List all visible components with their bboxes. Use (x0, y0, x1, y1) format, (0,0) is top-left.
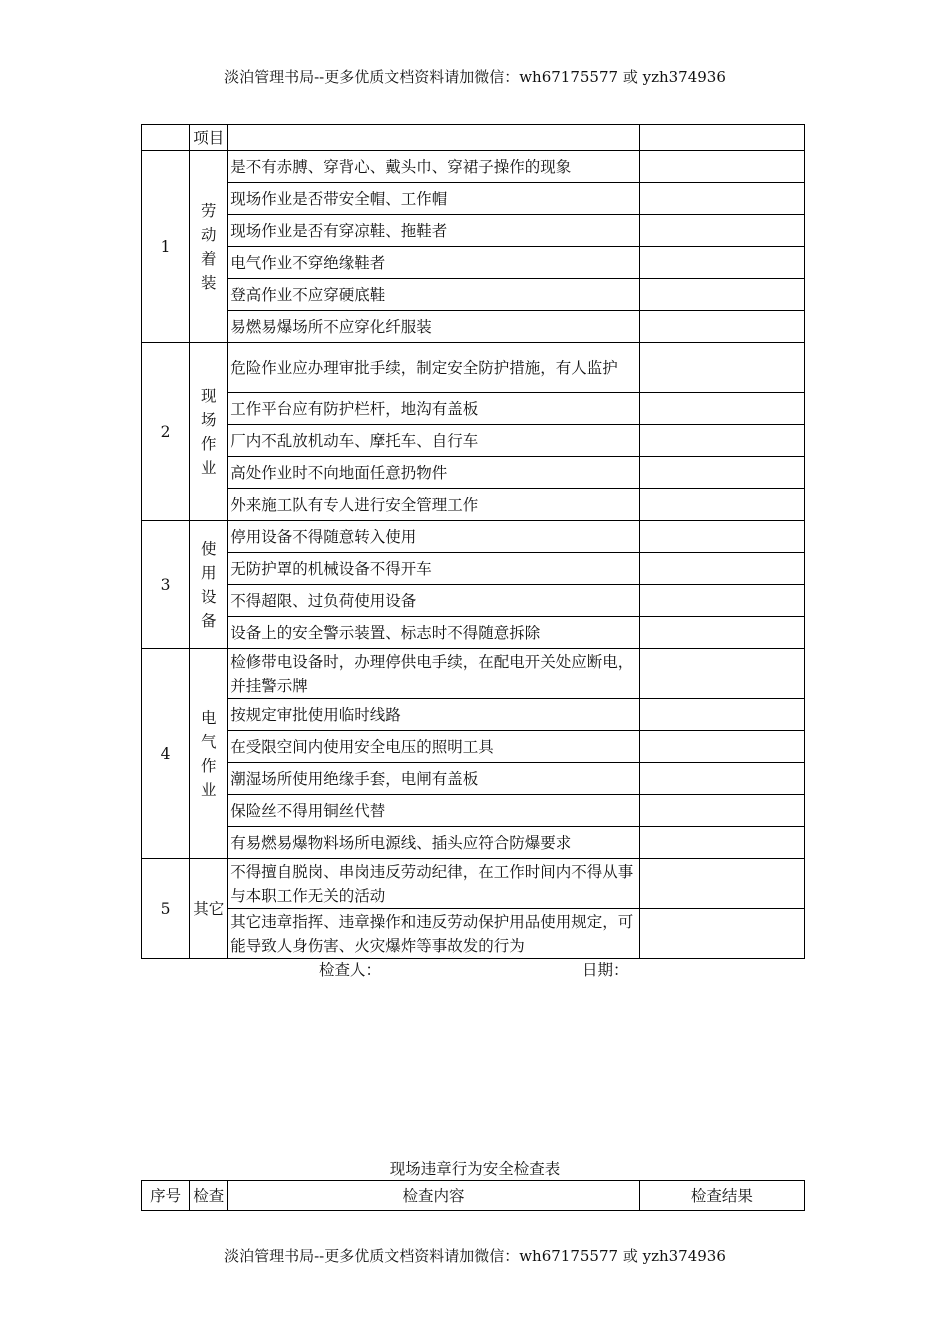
check-result-cell (639, 151, 804, 183)
check-item-content: 电气作业不穿绝缘鞋者 (228, 247, 640, 279)
group-category-label: 其它 (193, 899, 225, 918)
table-row (142, 731, 805, 763)
check-item-content: 厂内不乱放机动车、摩托车、自行车 (228, 425, 640, 457)
col-seq-header: 序号 (142, 1181, 190, 1211)
group-category-label: 使用设备 (200, 539, 217, 630)
group-category-label: 劳动着装 (200, 201, 217, 292)
table-row (142, 909, 805, 959)
check-item-content: 保险丝不得用铜丝代替 (228, 795, 640, 827)
check-item-content: 现场作业是否带安全帽、工作帽 (228, 183, 640, 215)
table-row (142, 425, 805, 457)
check-result-cell (639, 457, 804, 489)
col-content-header: 检查内容 (228, 1181, 640, 1211)
check-result-cell (639, 311, 804, 343)
check-item-content: 易燃易爆场所不应穿化纤服装 (228, 311, 640, 343)
page-footer-watermark: 淡泊管理书局--更多优质文档资料请加微信：wh67175577 或 yzh374936 (224, 1247, 726, 1265)
check-result-cell (639, 183, 804, 215)
check-item-content: 危险作业应办理审批手续，制定安全防护措施，有人监护 (228, 343, 640, 393)
group-category-cell (190, 649, 228, 859)
group-seq-cell: 1 (142, 151, 190, 343)
check-item-content: 在受限空间内使用安全电压的照明工具 (228, 731, 640, 763)
group-seq-cell: 5 (142, 859, 190, 959)
table-row (142, 763, 805, 795)
group-category-label: 现场作业 (200, 386, 217, 477)
check-result-cell (639, 553, 804, 585)
table-row (142, 247, 805, 279)
group-seq-cell: 4 (142, 649, 190, 859)
check-item-content: 按规定审批使用临时线路 (228, 699, 640, 731)
table-header-row (142, 125, 805, 151)
table-row (142, 585, 805, 617)
check-result-cell (639, 489, 804, 521)
check-result-cell (639, 215, 804, 247)
header-category-cell: 项目 (190, 125, 228, 151)
check-result-cell (639, 279, 804, 311)
check-item-content: 是不有赤膊、穿背心、戴头巾、穿裙子操作的现象 (228, 151, 640, 183)
check-item-content: 潮湿场所使用绝缘手套，电闸有盖板 (228, 763, 640, 795)
check-item-content: 现场作业是否有穿凉鞋、拖鞋者 (228, 215, 640, 247)
table-row (142, 215, 805, 247)
check-item-content: 登高作业不应穿硬底鞋 (228, 279, 640, 311)
check-result-cell (639, 731, 804, 763)
table-row (142, 311, 805, 343)
check-item-content: 工作平台应有防护栏杆，地沟有盖板 (228, 393, 640, 425)
check-item-content: 不得超限、过负荷使用设备 (228, 585, 640, 617)
col-result-header: 检查结果 (639, 1181, 804, 1211)
group-seq-cell: 3 (142, 521, 190, 649)
check-result-cell (639, 795, 804, 827)
check-result-cell (639, 585, 804, 617)
inspection-table (141, 124, 805, 959)
check-result-cell (639, 393, 804, 425)
check-item-content: 检修带电设备时，办理停供电手续，在配电开关处应断电，并挂警示牌 (228, 649, 640, 699)
table-row (142, 859, 805, 909)
table-row (142, 183, 805, 215)
table-row (142, 521, 805, 553)
table-row (142, 795, 805, 827)
table-row (142, 699, 805, 731)
check-item-content: 外来施工队有专人进行安全管理工作 (228, 489, 640, 521)
table-row (142, 553, 805, 585)
check-result-cell (639, 699, 804, 731)
check-item-content: 有易燃易爆物料场所电源线、插头应符合防爆要求 (228, 827, 640, 859)
group-category-cell (190, 859, 228, 959)
form-title: 现场违章行为安全检查表 (389, 1160, 561, 1178)
group-category-cell (190, 521, 228, 649)
header-seq-cell (142, 125, 190, 151)
check-result-cell (639, 649, 804, 699)
table-row (142, 393, 805, 425)
table-row (142, 151, 805, 183)
page-header-watermark: 淡泊管理书局--更多优质文档资料请加微信：wh67175577 或 yzh374936 (224, 68, 726, 86)
header-content-cell (228, 125, 640, 151)
table-row (142, 279, 805, 311)
group-category-cell (190, 151, 228, 343)
check-result-cell (639, 859, 804, 909)
group-category-label: 电气作业 (200, 708, 217, 799)
header-result-cell (639, 125, 804, 151)
col-category-header: 检查 (190, 1181, 228, 1211)
check-result-cell (639, 343, 804, 393)
date-label: 日期： (582, 961, 629, 979)
check-result-cell (639, 617, 804, 649)
table-row (142, 489, 805, 521)
table-row (142, 649, 805, 699)
check-result-cell (639, 909, 804, 959)
check-item-content: 设备上的安全警示装置、标志时不得随意拆除 (228, 617, 640, 649)
check-result-cell (639, 827, 804, 859)
table-row (142, 343, 805, 393)
check-item-content: 停用设备不得随意转入使用 (228, 521, 640, 553)
check-result-cell (639, 521, 804, 553)
check-result-cell (639, 425, 804, 457)
table-row (142, 827, 805, 859)
check-result-cell (639, 763, 804, 795)
check-item-content: 高处作业时不向地面任意扔物件 (228, 457, 640, 489)
group-seq-cell: 2 (142, 343, 190, 521)
table-row (142, 457, 805, 489)
check-item-content: 不得擅自脱岗、串岗违反劳动纪律，在工作时间内不得从事与本职工作无关的活动 (228, 859, 640, 909)
check-item-content: 无防护罩的机械设备不得开车 (228, 553, 640, 585)
form-header-row (142, 1181, 805, 1211)
group-category-cell (190, 343, 228, 521)
check-result-cell (639, 247, 804, 279)
form-header-table (141, 1180, 805, 1211)
inspector-label: 检查人： (319, 961, 382, 979)
table-row (142, 617, 805, 649)
check-item-content: 其它违章指挥、违章操作和违反劳动保护用品使用规定，可能导致人身伤害、火灾爆炸等事故发的行为 (228, 909, 640, 959)
